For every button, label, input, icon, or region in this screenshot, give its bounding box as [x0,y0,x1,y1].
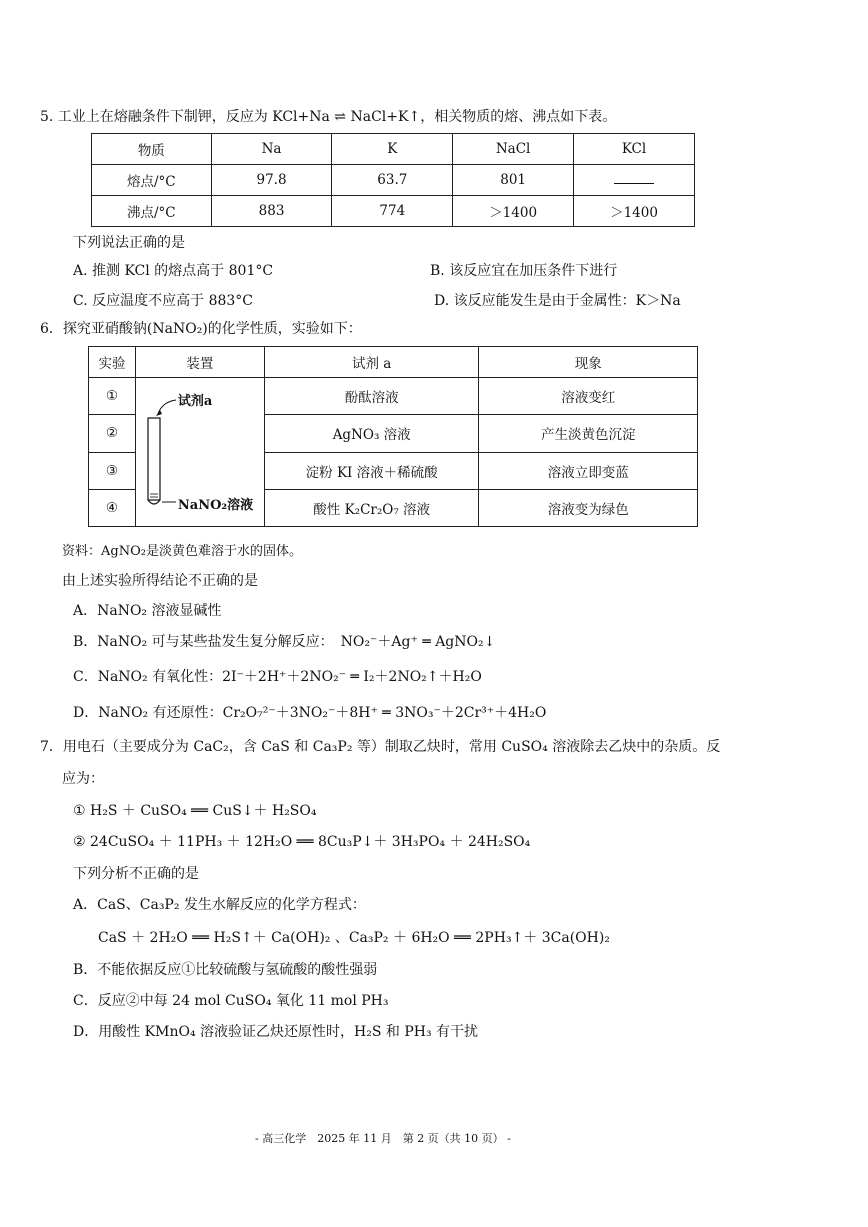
table-cell: 溶液立即变蓝 [479,452,698,489]
table-cell: 实验 [89,347,136,378]
q7-equation-1: ① H₂S ＋ CuSO₄ ══ CuS↓＋ H₂SO₄ [73,803,317,819]
table-cell: ③ [89,452,136,489]
nano2-solution-label: NaNO₂溶液 [177,498,254,513]
table-cell: 97.8 [211,165,332,196]
table-cell: ① [89,378,136,415]
table-cell: 溶液变为绿色 [479,489,698,526]
q7-equation-2: ② 24CuSO₄ ＋ 11PH₃ ＋ 12H₂O ══ 8Cu₃P↓＋ 3H₃PO₄ ＋ 24H₂SO₄ [73,834,531,850]
q7-option-d: D．用酸性 KMnO₄ 溶液验证乙炔还原性时，H₂S 和 PH₃ 有干扰 [73,1024,479,1040]
table-cell: NaCl [453,134,574,165]
q6-stem: 6．探究亚硝酸钠(NaNO₂)的化学性质，实验如下： [40,321,362,337]
q7-option-a: A．CaS、Ca₃P₂ 发生水解反应的化学方程式： [73,897,366,913]
q7-option-c: C．反应②中每 24 mol CuSO₄ 氧化 11 mol PH₃ [73,993,389,1009]
table-cell: 沸点/°C [92,196,212,227]
table-cell: ＞1400 [453,196,574,227]
table-cell: Na [211,134,332,165]
q5-prompt: 下列说法正确的是 [73,235,185,251]
table-cell: 酚酞溶液 [264,378,479,415]
table-cell: ＞1400 [574,196,695,227]
q7-option-a-equations: CaS ＋ 2H₂O ══ H₂S↑＋ Ca(OH)₂ 、Ca₃P₂ ＋ 6H₂O ══ 2PH₃↑＋ 3Ca(OH)₂ [98,930,610,946]
table-cell: 883 [211,196,332,227]
q7-prompt: 下列分析不正确的是 [73,866,199,882]
q6-option-d: D．NaNO₂ 有还原性：Cr₂O₇²⁻＋3NO₂⁻＋8H⁺ ═ 3NO₃⁻＋2Cr³⁺＋4H₂O [73,705,547,721]
q6-table [88,346,698,527]
table-cell: 现象 [479,347,698,378]
table-cell: KCl [574,134,695,165]
table-row [89,378,698,415]
table-cell: AgNO₃ 溶液 [264,415,479,452]
table-row [92,196,695,227]
apparatus-cell [135,378,264,527]
q7-option-b: B．不能依据反应①比较硫酸与氢硫酸的酸性强弱 [73,962,378,978]
table-cell: 774 [332,196,453,227]
reagent-a-label: 试剂a [177,394,213,409]
table-cell: 溶液变红 [479,378,698,415]
table-cell: K [332,134,453,165]
q5-option-d: D. 该反应能发生是由于金属性：K＞Na [434,293,681,309]
answer-blank [574,165,695,196]
table-cell: 物质 [92,134,212,165]
q6-option-a: A．NaNO₂ 溶液显碱性 [73,603,222,619]
q7-stem-line2: 应为： [62,771,104,787]
table-row [92,165,695,196]
q6-note: 资料：AgNO₂是淡黄色难溶于水的固体。 [62,544,302,559]
q5-stem: 5. 工业上在熔融条件下制钾，反应为 KCl+Na ⇌ NaCl+K↑，相关物质的熔、沸点如下表。 [40,109,617,125]
q5-option-a: A. 推测 KCl 的熔点高于 801°C [73,263,274,279]
q6-prompt: 由上述实验所得结论不正确的是 [62,573,258,589]
q5-table [91,133,695,227]
table-cell: 试剂 a [264,347,479,378]
q6-option-c: C．NaNO₂ 有氧化性：2I⁻＋2H⁺＋2NO₂⁻ ═ I₂＋2NO₂↑＋H₂O [73,669,482,685]
q6-option-b: B．NaNO₂ 可与某些盐发生复分解反应： NO₂⁻＋Ag⁺ ═ AgNO₂↓ [73,634,496,650]
q7-stem-line1: 7．用电石（主要成分为 CaC₂，含 CaS 和 Ca₃P₂ 等）制取乙炔时，常用 CuSO₄ 溶液除去乙炔中的杂质。反 [40,739,721,755]
q5-option-c: C. 反应温度不应高于 883°C [73,293,253,309]
table-cell: 63.7 [332,165,453,196]
table-cell: ④ [89,489,136,526]
q5-option-b: B. 该反应宜在加压条件下进行 [430,263,618,279]
test-tube-icon [148,418,160,500]
table-cell: 801 [453,165,574,196]
table-cell: ② [89,415,136,452]
table-cell: 产生淡黄色沉淀 [479,415,698,452]
table-cell: 装置 [135,347,264,378]
page-footer: - 高三化学 2025 年 11 月 第 2 页（共 10 页） - [255,1132,511,1145]
table-cell: 酸性 K₂Cr₂O₇ 溶液 [264,489,479,526]
table-cell: 淀粉 KI 溶液＋稀硫酸 [264,452,479,489]
table-header-row [89,347,698,378]
table-header-row [92,134,695,165]
table-cell: 熔点/°C [92,165,212,196]
